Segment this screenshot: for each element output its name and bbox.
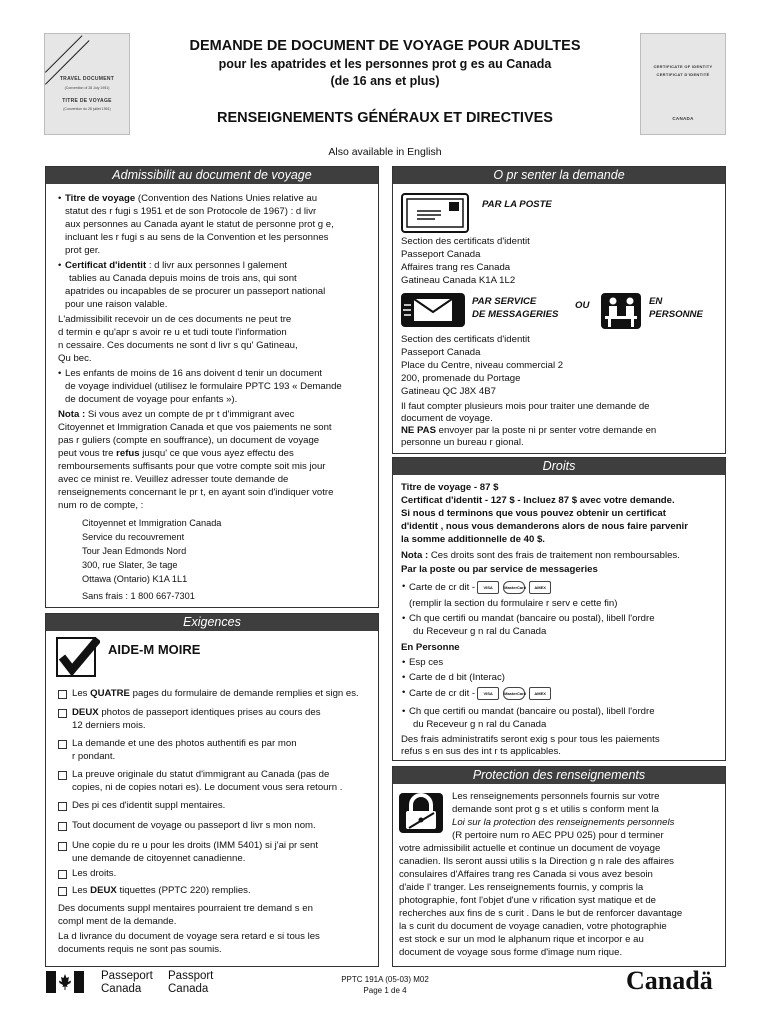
bullet-children: • Les enfants de moins de 16 ans doivent d tenir un document <box>65 368 322 381</box>
privacy-heading: Protection des renseignements <box>393 767 725 784</box>
privacy-line: (R pertoire num ro AEC PPU 025) pour d terminer <box>452 830 664 841</box>
dept-en-line2: Canada <box>168 983 209 995</box>
privacy-line: Les renseignements personnels fournis sur votre <box>452 791 660 802</box>
mail-address-line: Passeport Canada <box>401 249 481 260</box>
checklist-item: La preuve originale du statut d'immigrant au Canada (pas de <box>72 769 330 780</box>
admissibility-line: avec ce minist re. Veuillez adresser toute demande de <box>58 474 289 485</box>
english-note: Also available in English <box>328 146 442 158</box>
requirements-line: compl ment de la demande. <box>58 916 177 927</box>
admissibility-line: tablies au Canada depuis moins de trois ans, qui sont <box>69 273 297 284</box>
checklist-item <box>72 885 251 898</box>
privacy-line: demande sont prot g s et utilis s conform ment la <box>452 804 659 815</box>
do-not-send-line2: personne un bureau r gional. <box>401 437 524 448</box>
admissibility-line: n cessaire. Ces documents ne sont d livr s qu' Gatineau, <box>58 340 298 351</box>
admissibility-line: pour une raison valable. <box>65 299 168 310</box>
nota-text: Si vous avez un compte de pr t d'immigrant avec <box>85 409 295 420</box>
cover-right-line2: CERTIFICAT D'IDENTITÉ <box>656 72 710 77</box>
admissibility-line: pas r guliers (compte en souffrance), un document de voyage <box>58 435 320 446</box>
canada-flag-icon <box>46 971 84 993</box>
requirements-line: documents requis ne sont pas soumis. <box>58 944 222 955</box>
nota-label: Nota : <box>58 409 86 420</box>
admin-fees-line2: refus s en sus des int r ts applicables. <box>401 746 561 757</box>
payment-credit-card-in-person-label: Carte de cr dit - <box>409 688 476 700</box>
fee-certificate: Certificat d'identit - 127 $ - Incluez 87 $ avec votre demande. <box>401 495 675 506</box>
form-info <box>300 974 470 996</box>
cover-right-line1: CERTIFICATE OF IDENTITY <box>653 64 713 69</box>
dept-name-english <box>168 970 213 996</box>
fee-line: d'identit , nous vous demanderons alors de nous faire parvenir <box>401 521 688 532</box>
admissibility-line: d termin e qu'apr s avoir re u et tudi toute l'information <box>58 327 287 338</box>
admissibility-line: de document de voyage pour enfants »). <box>65 394 238 405</box>
certificate-label: Certificat d'identit <box>65 260 147 271</box>
requirements-heading: Exigences <box>46 614 378 631</box>
fee-nota-label: Nota : <box>401 550 429 561</box>
admissibility-line: statut des r fugi s 1951 et de son Protocole de 1967) : d livr <box>65 206 317 217</box>
courier-address-line: Section des certificats d'identit <box>401 334 530 345</box>
in-person-label-line2: PERSONNE <box>649 309 703 320</box>
envelope-icon <box>401 193 469 233</box>
courier-address-line: Place du Centre, niveau commercial 2 <box>401 360 564 371</box>
mail-address-line: Affaires trang res Canada <box>401 262 511 273</box>
fee-nota-text: Ces droits sont des frais de traitement non remboursables. <box>428 550 680 561</box>
do-not-send-note <box>401 425 656 438</box>
checklist-line: 12 derniers mois. <box>72 720 146 731</box>
cic-phone: Sans frais : 1 800 667-7301 <box>82 591 195 601</box>
checklist-item: La demande et une des photos authentifi es par mon <box>72 738 297 749</box>
where-heading: O pr senter la demande <box>393 167 725 184</box>
or-label: OU <box>575 300 590 311</box>
admissibility-line: Qu bec. <box>58 353 92 364</box>
refus-bold: refus <box>116 448 140 459</box>
mail-address-line: Gatineau Canada K1A 1L2 <box>401 275 516 286</box>
refus-text-b: jusqu' ce que vous ayez effectu des <box>139 448 294 459</box>
checklist-item: Une copie du re u pour les droits (IMM 5401) si j'ai pr sent <box>72 840 319 851</box>
admissibility-line: prot ger. <box>65 245 101 256</box>
checklist-item: Des pi ces d'identit suppl mentaires. <box>72 800 226 811</box>
payment-cheque-in-person-line2: du Receveur g n ral du Canada <box>413 719 547 730</box>
amex-card-icon: AMEX <box>529 687 551 700</box>
courier-label-line1: PAR SERVICE <box>472 296 537 307</box>
refus-text-a: peut vous tre <box>58 448 117 459</box>
checklist-line: copies, ni de copies notari es). Le document vous sera retourn . <box>72 782 343 793</box>
do-not-text: envoyer par la poste ni pr senter votre demande en <box>436 425 657 436</box>
cic-address-line: Citoyennet et Immigration Canada <box>82 518 222 528</box>
payment-cheque-in-person: • Ch que certifi ou mandat (bancaire ou postal), libell l'ordre <box>409 706 655 719</box>
courier-address-line: Gatineau QC J8X 4B7 <box>401 386 496 397</box>
checklist-text: pages du formulaire de demande remplies et sign es. <box>129 688 359 699</box>
page-subtitle-age: (de 16 ans et plus) <box>330 74 440 88</box>
cover-left-line1: TRAVEL DOCUMENT <box>59 76 115 82</box>
visa-card-icon: VISA <box>477 687 499 700</box>
fees-heading: Droits <box>393 458 725 475</box>
payment-credit-card-in-person <box>409 687 553 701</box>
page-number: Page 1 de 4 <box>363 986 407 995</box>
checkmark-icon <box>56 637 100 677</box>
fee-travel-document: Titre de voyage - 87 $ <box>401 482 499 493</box>
admin-fees: Des frais administratifs seront exig s pour tous les paiements <box>401 734 660 745</box>
memo-title: AIDE-M MOIRE <box>108 642 201 657</box>
fee-line: Si nous d terminons que vous pouvez obtenir un certificat <box>401 508 666 519</box>
cover-right-line3: CANADA <box>672 116 694 121</box>
cover-left-line3: TITRE DE VOYAGE <box>62 98 112 104</box>
bullet-certificate-identity <box>65 260 287 273</box>
checklist-text: tiquettes (PPTC 220) remplies. <box>116 885 251 896</box>
privacy-line: la s curit du document de voyage canadien, votre photographie <box>399 921 667 932</box>
cover-left-line2: (Convention of 28 July 1951) <box>64 86 110 90</box>
checklist-bold: DEUX <box>72 707 99 718</box>
certificate-identity-cover-image <box>640 33 726 135</box>
admissibility-line: num ro de compte, : <box>58 500 144 511</box>
admissibility-line: apatrides ou incapables de se procurer un passeport national <box>65 286 326 297</box>
in-person-label-line1: EN <box>649 296 663 307</box>
admissibility-line: L'admissibilit recevoir un de ces documents ne peut tre <box>58 314 292 325</box>
checklist-text: Les <box>72 688 91 699</box>
page-subtitle: pour les apatrides et les personnes prot g es au Canada <box>218 57 552 71</box>
amex-card-icon: AMEX <box>529 581 551 594</box>
privacy-line: d'aide l' tranger. Les renseignements fournis, y compris la <box>399 882 644 893</box>
payment-credit-card <box>409 581 553 595</box>
privacy-line: consulaires d'Affaires trang res Canada si vous avez besoin <box>399 869 653 880</box>
privacy-line: document de voyage sous forme d'image num rique. <box>399 947 623 958</box>
checklist-item: Les droits. <box>72 868 117 879</box>
checklist-text: photos de passeport identiques prises au cours des <box>98 707 321 718</box>
admissibility-heading: Admissibilit au document de voyage <box>46 167 378 184</box>
checklist-item <box>72 707 321 720</box>
privacy-act-title: Loi sur la protection des renseignements personnels <box>452 817 675 828</box>
admissibility-line: Citoyennet et Immigration Canada et que vos paiements ne sont <box>58 422 332 433</box>
loan-note <box>58 409 294 422</box>
mastercard-icon: MasterCard <box>503 581 525 594</box>
mastercard-icon: MasterCard <box>503 687 525 700</box>
mail-address-line: Section des certificats d'identit <box>401 236 530 247</box>
admissibility-line: incluant les r fugi s au sens de la Convention et les personnes <box>65 232 329 243</box>
payment-debit: • Carte de d bit (Interac) <box>409 672 505 685</box>
certificate-text: : d livr aux personnes l galement <box>146 260 287 271</box>
cic-address-line: Service du recouvrement <box>82 532 185 542</box>
cic-address-line: 300, rue Slater, 3e tage <box>82 560 178 570</box>
payment-cheque-line2: du Receveur g n ral du Canada <box>413 626 547 637</box>
courier-label-line2: DE MESSAGERIES <box>472 309 559 320</box>
checklist-bold: QUATRE <box>90 688 130 699</box>
processing-delay-line2: document de voyage. <box>401 413 493 424</box>
admissibility-line: de voyage individuel (utilisez le formulaire PPTC 193 « Demande <box>65 381 342 392</box>
checklist-line: r pondant. <box>72 751 116 762</box>
padlock-icon <box>398 792 444 834</box>
canada-wordmark: Canadä <box>626 966 713 995</box>
checklist-bold: DEUX <box>90 885 117 896</box>
payment-cash: • Esp ces <box>409 657 443 670</box>
privacy-line: photographie, font l'objet d'une v rification syst matique et de <box>399 895 656 906</box>
requirements-line: Des documents suppl mentaires pourraient tre demand s en <box>58 903 313 914</box>
bullet-travel-document <box>65 193 317 206</box>
admissibility-line: aux personnes au Canada ayant le statut de personne prot g e, <box>65 219 334 230</box>
courier-address-line: 200, promenade du Portage <box>401 373 521 384</box>
mail-payment-heading: Par la poste ou par service de messageries <box>401 564 598 575</box>
dept-fr-line2: Canada <box>101 983 142 995</box>
checklist-line: une demande de citoyennet canadienne. <box>72 853 246 864</box>
mail-label: PAR LA POSTE <box>482 199 552 210</box>
admissibility-line: remboursements suffisants pour que votre compte soit mis jour <box>58 461 326 472</box>
courier-address-line: Passeport Canada <box>401 347 481 358</box>
dept-name-french <box>101 970 153 996</box>
do-not-bold: NE PAS <box>401 425 437 436</box>
courier-envelope-icon <box>400 292 466 328</box>
fee-line: la somme additionnelle de 40 $. <box>401 534 545 545</box>
processing-delay: Il faut compter plusieurs mois pour traiter une demande de <box>401 401 650 412</box>
section-title: RENSEIGNEMENTS GÉNÉRAUX ET DIRECTIVES <box>217 110 553 126</box>
cic-address-line: Tour Jean Edmonds Nord <box>82 546 187 556</box>
dept-fr-line1: Passeport <box>101 970 153 982</box>
travel-document-text: (Convention des Nations Unies relative au <box>135 193 318 204</box>
in-person-label <box>649 295 703 321</box>
privacy-line: votre admissibilit actuelle et continue un document de voyage <box>399 843 661 854</box>
fee-nota <box>401 550 680 563</box>
cic-address-line: Ottawa (Ontario) K1A 1L1 <box>82 574 188 584</box>
requirements-line: La d livrance du document de voyage sera retard e si tous les <box>58 931 320 942</box>
checklist-text: Les <box>72 885 91 896</box>
payment-credit-card-label: Carte de cr dit - <box>409 582 476 594</box>
privacy-line: recherches aux fins de s curit . Dans le but de renforcer davantage <box>399 908 683 919</box>
checklist-item: Tout document de voyage ou passeport d livr s mon nom. <box>72 820 316 831</box>
travel-document-label: Titre de voyage <box>65 193 136 204</box>
privacy-line: canadien. Ils seront aussi utilis s la Direction g n rale des affaires <box>399 856 674 867</box>
page-title: DEMANDE DE DOCUMENT DE VOYAGE POUR ADULTES <box>189 38 581 54</box>
cover-left-line4: (Convention du 28 juillet 1951) <box>63 107 111 111</box>
checklist-item <box>72 688 359 701</box>
payment-cheque: • Ch que certifi ou mandat (bancaire ou postal), libell l'ordre <box>409 613 655 626</box>
in-person-payment-heading: En Personne <box>401 642 460 653</box>
courier-label <box>472 295 558 321</box>
dept-en-line1: Passport <box>168 970 214 982</box>
person-counter-icon <box>600 292 642 330</box>
admissibility-line: renseignements concernant le pr t, en ayant soin d'indiquer votre <box>58 487 334 498</box>
travel-document-cover-image <box>44 33 130 135</box>
form-number: PPTC 191A (05-03) M02 <box>341 975 429 984</box>
privacy-line: est stock e sur un mod le alphanum rique et incorpor e au <box>399 934 644 945</box>
payment-credit-card-note: (remplir la section du formulaire r serv e cette fin) <box>409 598 618 609</box>
admissibility-line <box>58 448 294 461</box>
visa-card-icon: VISA <box>477 581 499 594</box>
